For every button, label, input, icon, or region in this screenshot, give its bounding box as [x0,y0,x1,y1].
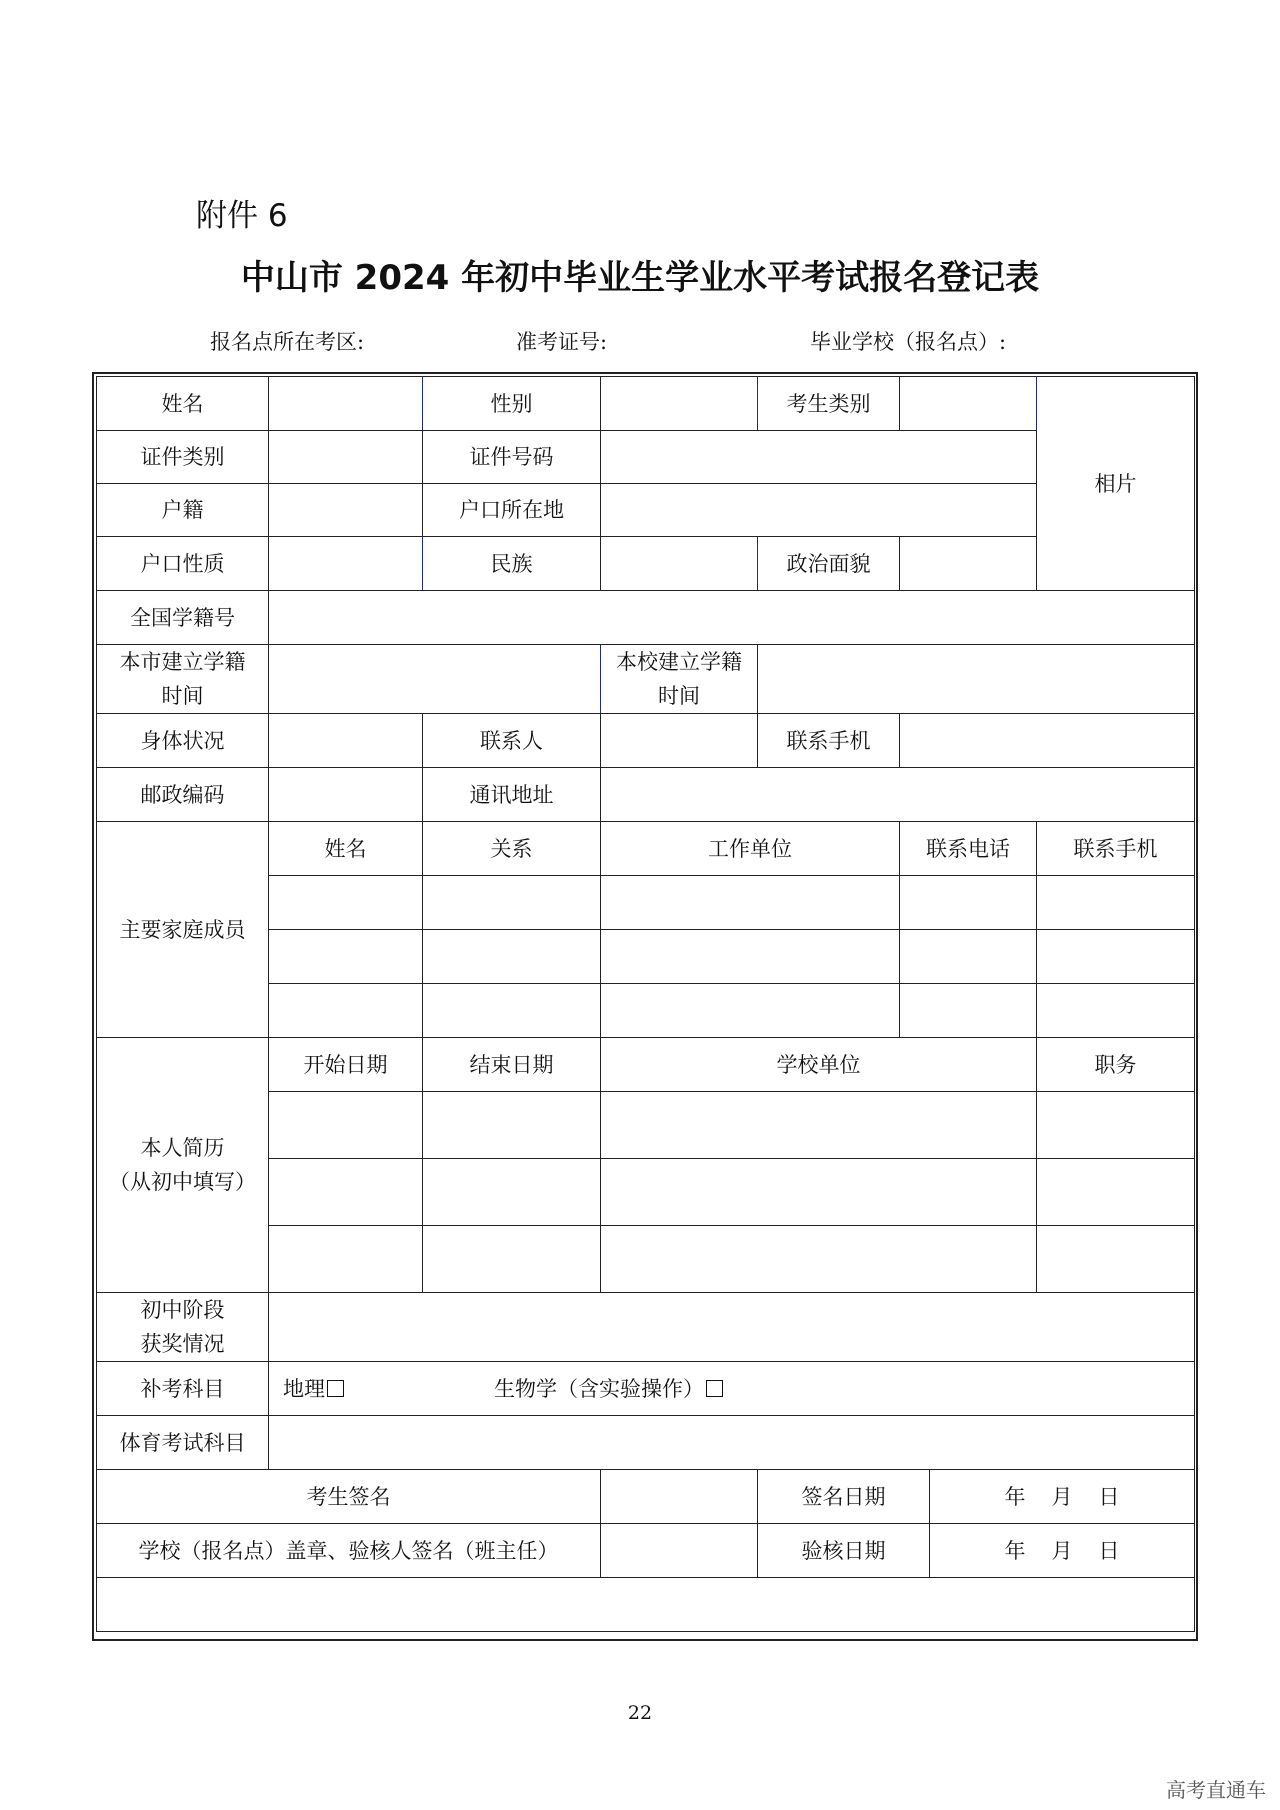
hukou-location-field[interactable] [601,484,1037,537]
candidate-type-label: 考生类别 [758,377,900,431]
verify-date-label: 验核日期 [758,1524,930,1578]
attachment-label: 附件 6 [196,198,288,234]
family-header-employer: 工作单位 [601,822,900,876]
family-cell[interactable] [269,930,423,984]
sign-date-label: 签名日期 [758,1470,930,1524]
verify-date-month: 月 [1051,1538,1073,1563]
id-number-label: 证件号码 [423,431,601,484]
sign-date-field[interactable] [930,1470,1195,1524]
political-status-label: 政治面貌 [758,537,900,591]
family-members-label: 主要家庭成员 [97,822,269,1038]
address-field[interactable] [601,768,1195,822]
verify-date-year: 年 [1004,1538,1026,1563]
contact-mobile-label: 联系手机 [758,714,900,768]
family-cell[interactable] [1037,984,1195,1038]
school-enroll-time-label [601,645,758,714]
biology-checkbox[interactable] [706,1380,723,1397]
resume-line1: 本人简历 [140,1136,225,1160]
awards-field[interactable] [269,1293,1195,1362]
resume-cell[interactable] [601,1226,1037,1293]
school-label: 毕业学校（报名点）: [810,330,1007,354]
national-student-no-label: 全国学籍号 [97,591,269,645]
sign-date-year: 年 [1004,1484,1026,1509]
verify-date-day: 日 [1098,1538,1120,1563]
geography-checkbox[interactable] [327,1380,344,1397]
hukou-label: 户籍 [97,484,269,537]
family-cell[interactable] [1037,930,1195,984]
health-label: 身体状况 [97,714,269,768]
resume-cell[interactable] [269,1226,423,1293]
family-cell[interactable] [601,876,900,930]
family-cell[interactable] [423,930,601,984]
ticket-no-label: 准考证号: [516,330,608,354]
resume-cell[interactable] [269,1159,423,1226]
awards-label [97,1293,269,1362]
resume-header-start: 开始日期 [269,1038,423,1092]
candidate-signature-label: 考生签名 [97,1470,601,1524]
family-cell[interactable] [601,930,900,984]
family-header-relation: 关系 [423,822,601,876]
geography-option-label: 地理 [283,1376,325,1401]
resume-label [97,1038,269,1293]
candidate-type-field[interactable] [900,377,1037,431]
family-cell[interactable] [900,876,1037,930]
ethnicity-field[interactable] [601,537,758,591]
hukou-nature-label: 户口性质 [97,537,269,591]
resume-cell[interactable] [423,1226,601,1293]
family-header-mobile: 联系手机 [1037,822,1195,876]
family-cell[interactable] [1037,876,1195,930]
resume-cell[interactable] [423,1092,601,1159]
resume-cell[interactable] [601,1159,1037,1226]
hukou-nature-field[interactable] [269,537,423,591]
resume-header-end: 结束日期 [423,1038,601,1092]
contact-person-field[interactable] [601,714,758,768]
resume-cell[interactable] [1037,1159,1195,1226]
health-field[interactable] [269,714,423,768]
resume-cell[interactable] [1037,1226,1195,1293]
name-field[interactable] [269,377,423,431]
postcode-field[interactable] [269,768,423,822]
id-type-label: 证件类别 [97,431,269,484]
ethnicity-label: 民族 [423,537,601,591]
family-cell[interactable] [269,876,423,930]
resume-cell[interactable] [601,1092,1037,1159]
family-cell[interactable] [423,984,601,1038]
sign-date-day: 日 [1098,1484,1120,1509]
school-enroll-time-field[interactable] [758,645,1195,714]
makeup-subjects-options [269,1362,1195,1416]
resume-line2: （从初中填写） [109,1170,256,1194]
school-enroll-time-line2: 时间 [658,684,700,708]
gender-label: 性别 [423,377,601,431]
contact-person-label: 联系人 [423,714,601,768]
registration-form [96,376,1195,1632]
hukou-location-label: 户口所在地 [423,484,601,537]
pe-subjects-label: 体育考试科目 [97,1416,269,1470]
candidate-signature-field[interactable] [601,1470,758,1524]
family-cell[interactable] [423,876,601,930]
awards-line2: 获奖情况 [140,1332,225,1356]
makeup-subjects-label: 补考科目 [97,1362,269,1416]
school-enroll-time-line1: 本校建立学籍 [616,650,742,674]
hukou-field[interactable] [269,484,423,537]
resume-header-school: 学校单位 [601,1038,1037,1092]
page-title: 中山市 2024 年初中毕业生学业水平考试报名登记表 [240,258,1040,298]
national-student-no-field[interactable] [269,591,1195,645]
verify-date-field[interactable] [930,1524,1195,1578]
city-enroll-time-line1: 本市建立学籍 [119,650,246,674]
city-enroll-time-field[interactable] [269,645,601,714]
resume-cell[interactable] [423,1159,601,1226]
biology-option-label: 生物学（含实验操作） [494,1376,704,1401]
family-cell[interactable] [900,984,1037,1038]
page-number: 22 [627,1702,653,1724]
pe-subjects-field[interactable] [269,1416,1195,1470]
contact-mobile-field[interactable] [900,714,1195,768]
city-enroll-time-label [97,645,269,714]
sign-date-month: 月 [1051,1484,1073,1509]
family-cell[interactable] [269,984,423,1038]
id-type-field[interactable] [269,431,423,484]
family-cell[interactable] [900,930,1037,984]
resume-cell[interactable] [1037,1092,1195,1159]
address-label: 通讯地址 [423,768,601,822]
exam-district-label: 报名点所在考区: [210,330,365,354]
id-number-field[interactable] [601,431,1037,484]
name-label: 姓名 [97,377,269,431]
resume-header-position: 职务 [1037,1038,1195,1092]
remarks-field[interactable] [97,1578,1195,1632]
watermark: 高考直通车 [1166,1778,1266,1802]
photo-box[interactable]: 相片 [1037,377,1195,591]
awards-line1: 初中阶段 [140,1298,225,1322]
gender-field[interactable] [601,377,758,431]
resume-cell[interactable] [269,1092,423,1159]
family-cell[interactable] [601,984,900,1038]
postcode-label: 邮政编码 [97,768,269,822]
family-header-phone: 联系电话 [900,822,1037,876]
school-seal-label: 学校（报名点）盖章、验核人签名（班主任） [97,1524,601,1578]
school-seal-field[interactable] [601,1524,758,1578]
city-enroll-time-line2: 时间 [161,684,204,708]
political-status-field[interactable] [900,537,1037,591]
family-header-name: 姓名 [269,822,423,876]
